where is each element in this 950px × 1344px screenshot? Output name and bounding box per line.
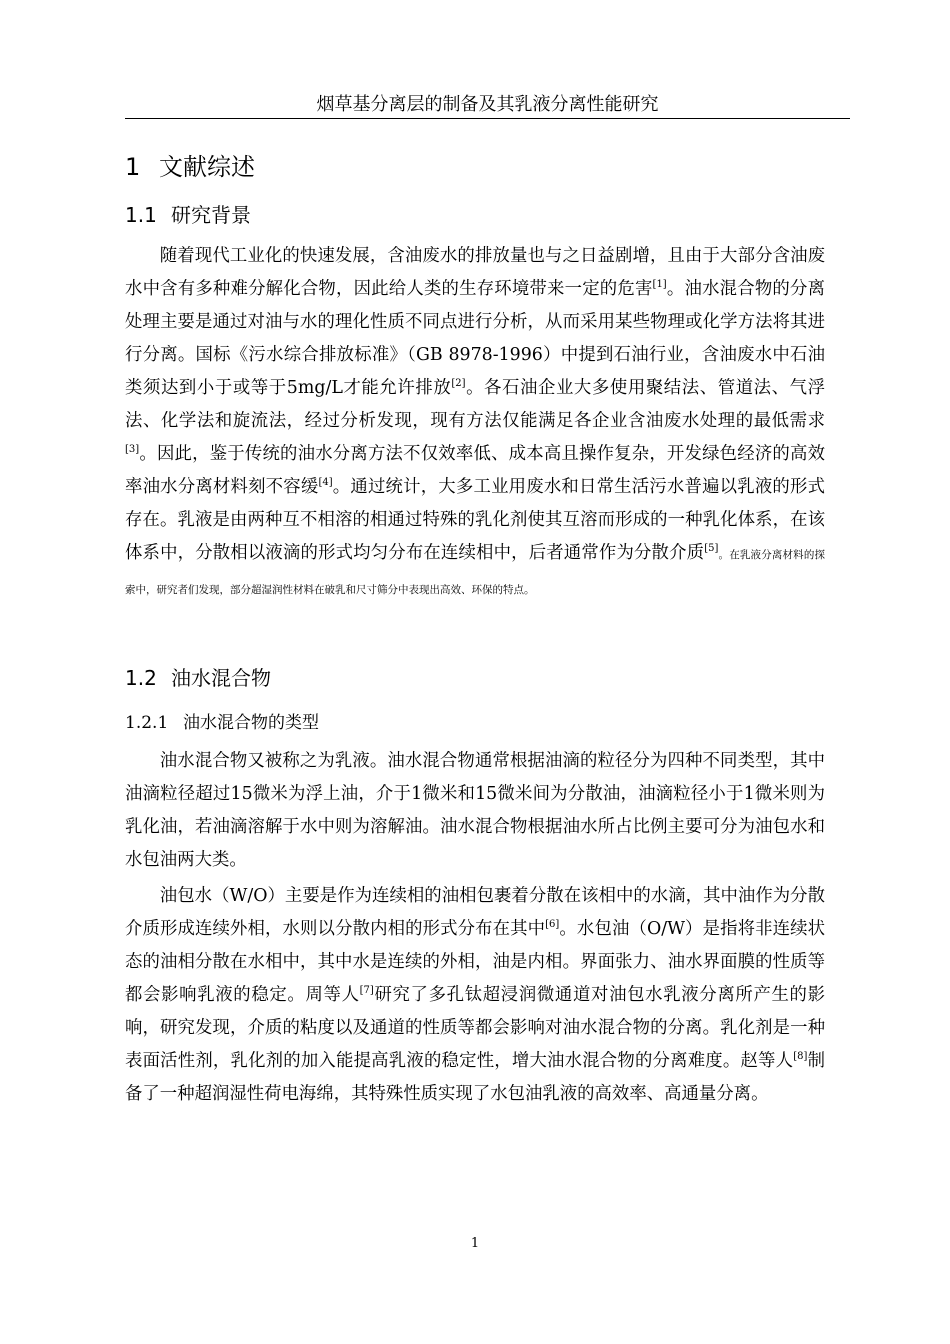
text-run: 。因此，鉴于传统的油水分离方法不仅效率低、成本高且操作复杂，开发绿色经济的高效率油水分离材料刻不容缓	[125, 444, 825, 497]
page-number: 1	[470, 1236, 480, 1251]
chapter-title: 文献综述	[159, 153, 255, 181]
paragraph-research-background	[125, 240, 825, 607]
citation: [8]	[793, 1051, 808, 1063]
text-run: 。油水混合物的分离处理主要是通过对油与水的理化性质不同点进行分析，从而采用某些物理或化学方法将其进行分离。国标《污水综合排放标准》（GB 8978-1996）中提到石油行业，含油废水中石油类须达到小于或等于5mg/L才能允许排放	[125, 279, 825, 398]
subsection-number: 1.2.1	[125, 713, 169, 733]
citation: [6]	[545, 919, 560, 931]
subsection-heading-1-2-1	[125, 712, 319, 734]
chapter-number: 1	[125, 153, 141, 181]
subsection-title: 油水混合物的类型	[183, 713, 319, 733]
running-header: 烟草基分离层的制备及其乳液分离性能研究	[316, 94, 659, 115]
small-text-run: 。在乳液分离材料的探索中，研究者们发现，部分超湿润性材料在破乳和尺寸筛分中表现出高效、环保的特点。	[125, 549, 826, 596]
text-run: 。各石油企业大多使用聚结法、管道法、气浮法、化学法和旋流法，经过分析发现，现有方法仅能满足各企业含油废水处理的最低需求	[125, 378, 825, 431]
text-run: 研究了多孔钛超浸润微通道对油包水乳液分离所产生的影响，研究发现，介质的粘度以及通道的性质等都会影响对油水混合物的分离。乳化剂是一种表面活性剂，乳化剂的加入能提高乳液的稳定性，增大油水混合物的分离难度。赵等人	[125, 985, 825, 1071]
citation: [2]	[451, 378, 466, 390]
chapter-heading	[125, 152, 255, 182]
citation: [7]	[359, 985, 374, 997]
section-title: 研究背景	[171, 203, 251, 227]
citation: [1]	[652, 279, 667, 291]
text-run: 油包水（W/O）主要是作为连续相的油相包裹着分散在该相中的水滴，其中油作为分散介质形成连续外相，水则以分散内相的形式分布在其中	[125, 886, 825, 939]
section-number: 1.1	[125, 203, 157, 227]
section-title: 油水混合物	[171, 666, 271, 690]
section-heading-1-2	[125, 665, 271, 691]
header-rule	[125, 118, 850, 119]
citation: [4]	[318, 477, 333, 489]
text-run: 随着现代工业化的快速发展，含油废水的排放量也与之日益剧增，且由于大部分含油废水中含有多种难分解化合物，因此给人类的生存环境带来一定的危害	[125, 246, 825, 299]
citation: [3]	[125, 444, 140, 456]
paragraph-emulsion-types	[125, 880, 825, 1111]
text-run: 。通过统计，大多工业用废水和日常生活污水普遍以乳液的形式存在。乳液是由两种互不相溶的相通过特殊的乳化剂使其互溶而形成的一种乳化体系，在该体系中，分散相以液滴的形式均匀分布在连续相中，后者通常作为分散介质	[125, 477, 825, 563]
section-heading-1-1	[125, 202, 251, 228]
citation: [5]	[704, 543, 719, 555]
section-number: 1.2	[125, 666, 157, 690]
paragraph-mixture-types: 油水混合物又被称之为乳液。油水混合物通常根据油滴的粒径分为四种不同类型，其中油滴粒径超过15微米为浮上油，介于1微米和15微米间为分散油，油滴粒径小于1微米则为乳化油，若油滴溶解于水中则为溶解油。油水混合物根据油水所占比例主要可分为油包水和水包油两大类。	[125, 751, 825, 870]
text-run: 。水包油（O/W）是指将非连续状态的油相分散在水相中，其中水是连续的外相，油是内相。界面张力、油水界面膜的性质等都会影响乳液的稳定。周等人	[125, 919, 825, 1005]
text-run: 制备了一种超润湿性荷电海绵，其特殊性质实现了水包油乳液的高效率、高通量分离。	[125, 1051, 825, 1104]
